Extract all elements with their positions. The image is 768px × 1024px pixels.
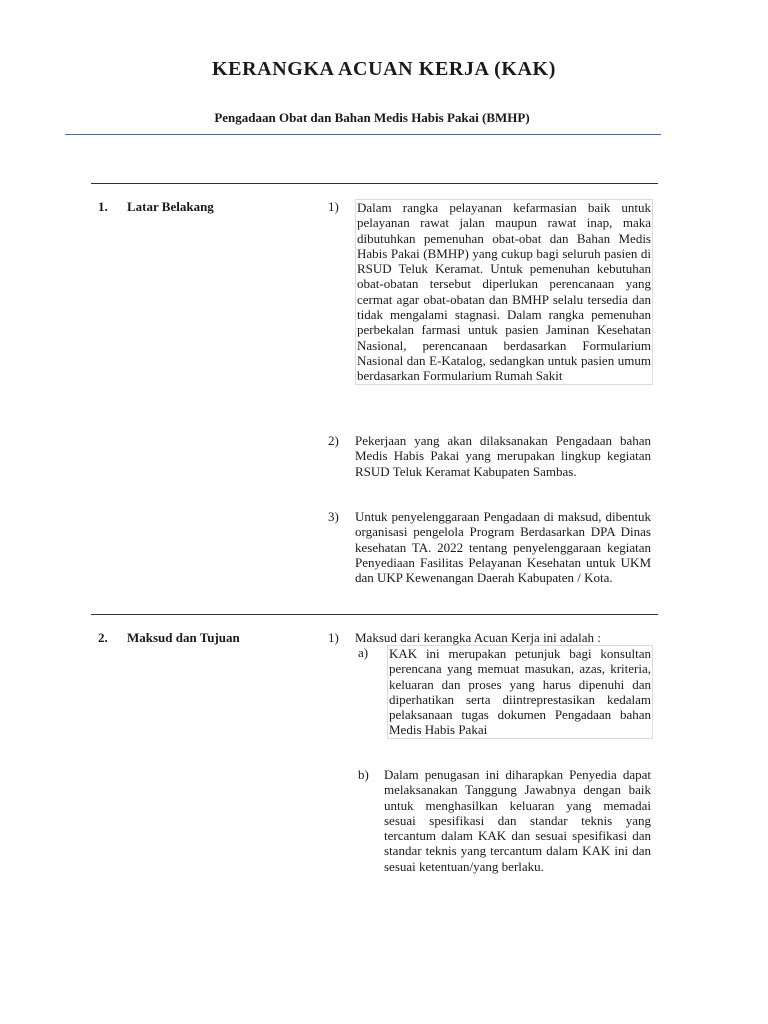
item-text: Dalam rangka pelayanan kefarmasian baik untuk pelayanan rawat jalan maupun rawat inap, maka dibutuhkan pemenuhan obat-obat dan Bahan Medis Habis Pakai (BMHP) yang cukup bagi seluruh pasien di RSUD Teluk Keramat. Untuk pemenuhan kebutuhan obat-obatan tersebut diperlukan perencanaan yang cermat agar obat-obatan dan BMHP selalu tersedia dan tidak mengalami stagnasi. Dalam rangka pemenuhan perbekalan farmasi untuk pasien Jaminan Kesehatan Nasional, perencanaan berdasarkan Formularium Nasional dan E-Katalog, sedangkan untuk pasien umum berdasarkan Formularium Rumah Sakit <box>357 200 651 384</box>
item-text: Pekerjaan yang akan dilaksanakan Pengadaan bahan Medis Habis Pakai yang merupakan lingkup kegiatan RSUD Teluk Keramat Kabupaten Sambas. <box>355 433 651 479</box>
item-number: 3) <box>328 509 339 524</box>
subitem-number: b) <box>358 767 369 782</box>
subitem-number: a) <box>358 645 369 660</box>
section-divider-top <box>91 183 658 184</box>
item-number: 2) <box>328 433 339 448</box>
item-number: 1) <box>328 630 339 645</box>
section-number: 2. <box>98 630 108 645</box>
item-number: 1) <box>328 199 339 214</box>
section-number: 1. <box>98 199 108 214</box>
subitem-text: KAK ini merupakan petunjuk bagi konsultan perencana yang memuat masukan, azas, kriteria, keluaran dan proses yang harus dipenuhi dan diperhatikan serta diintreprestasikan kedalam pelaksanaan tugas dokumen Pengadaan bahan Medis Habis Pakai <box>389 646 651 738</box>
section-divider <box>91 614 658 615</box>
document-title: KERANGKA ACUAN KERJA (KAK) <box>212 58 556 80</box>
item-text: Maksud dari kerangka Acuan Kerja ini adalah : <box>355 630 601 645</box>
title-divider <box>65 134 661 135</box>
document-subtitle: Pengadaan Obat dan Bahan Medis Habis Pakai (BMHP) <box>214 110 530 125</box>
item-text: Untuk penyelenggaraan Pengadaan di maksud, dibentuk organisasi pengelola Program Berdasarkan DPA Dinas kesehatan TA. 2022 tentang penyelenggaraan kegiatan Penyediaan Fasilitas Pelayanan Kesehatan untuk UKM dan UKP Kewenangan Daerah Kabupaten / Kota. <box>355 509 651 586</box>
subitem-text: Dalam penugasan ini diharapkan Penyedia dapat melaksanakan Tanggung Jawabnya dengan baik untuk menghasilkan keluaran yang memadai sesuai spesifikasi dan standar teknis yang tercantum dalam KAK dan sesuai spesifikasi dan standar teknis yang tercantum dalam KAK ini dan sesuai ketentuan/yang berlaku. <box>384 767 651 874</box>
section-title-latar-belakang: Latar Belakang <box>127 199 214 214</box>
section-title-maksud-dan-tujuan: Maksud dan Tujuan <box>127 630 240 645</box>
